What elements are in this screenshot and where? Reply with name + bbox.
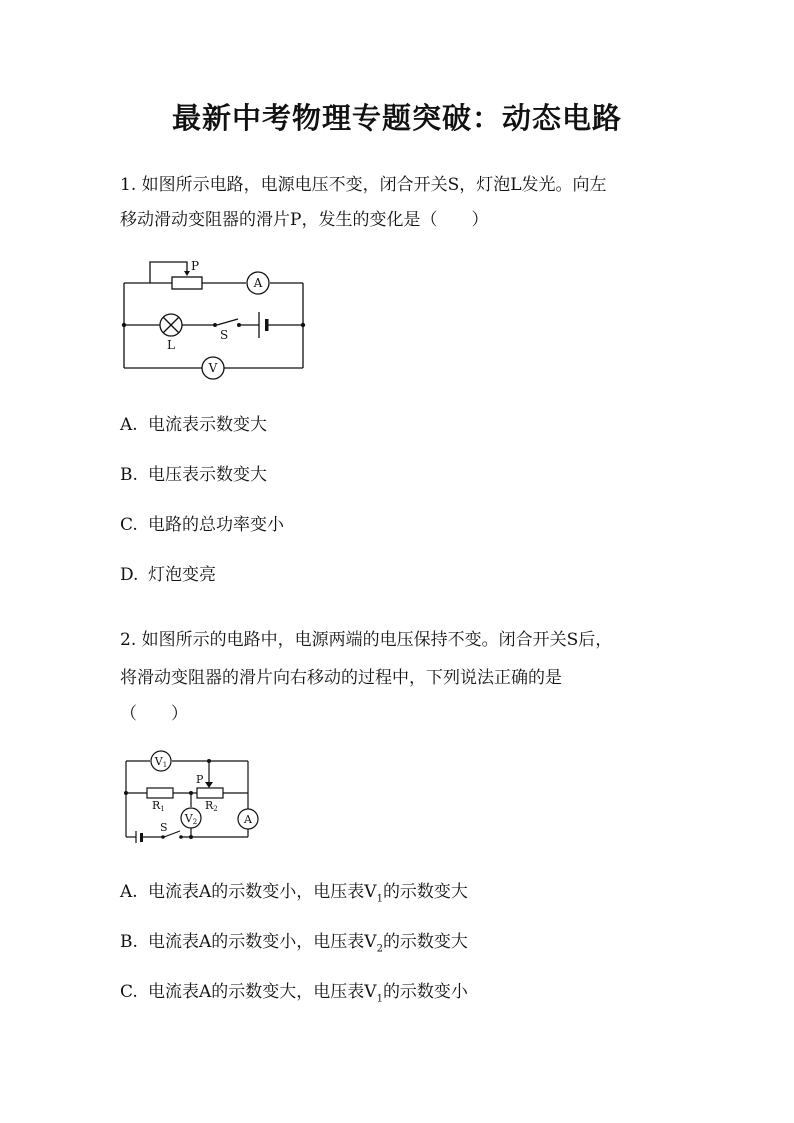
q1-option-c: C. 电路的总功率变小 [120,515,284,535]
q2-label-r1: R1 [152,799,165,813]
page-title: 最新中考物理专题突破：动态电路 [171,101,622,135]
q1-label-p: P [191,259,200,273]
q1-circuit-diagram [110,250,320,385]
q1-stem-line2: 移动滑动变阻器的滑片P，发生的变化是（ ） [120,210,489,230]
q2-option-b: B. 电流表A的示数变小，电压表$V_2$的示数变大 [120,932,468,955]
q2-stem-line1: 2. 如图所示的电路中，电源两端的电压保持不变。闭合开关S后， [120,630,613,650]
q2-label-p: P [196,773,204,786]
q2-label-a: A [244,813,252,826]
q1-rheostat [172,277,202,289]
q1-stem-line1: 1. 如图所示电路，电源电压不变，闭合开关S，灯泡L发光。向左 [120,175,607,195]
q1-option-d: D. 灯泡变亮 [120,565,216,585]
q2-label-v1: V1 [154,755,168,769]
q1-switch [217,319,238,325]
q2-option-a: A. 电流表A的示数变小，电压表$V_1$的示数变大 [120,882,468,905]
q2-stem-line2: 将滑动变阻器的滑片向右移动的过程中，下列说法正确的是 [120,668,562,688]
q1-option-a: A. 电流表示数变大 [120,415,267,435]
q2-r2 [197,788,223,798]
q2-r1 [147,788,173,798]
q2-label-s: S [160,821,168,834]
q1-label-a: A [253,276,263,290]
q2-option-c: C. 电流表A的示数变大，电压表$V_1$的示数变小 [120,982,468,1005]
q2-label-v2: V2 [184,812,198,826]
q1-label-s: S [220,328,229,342]
q1-option-b: B. 电压表示数变大 [120,465,267,485]
q2-stem-line3: （ ） [120,704,188,724]
q2-circuit-diagram [118,745,263,850]
q2-label-r2: R2 [205,799,218,813]
q1-label-v: V [208,361,218,375]
q1-label-l: L [167,338,175,352]
